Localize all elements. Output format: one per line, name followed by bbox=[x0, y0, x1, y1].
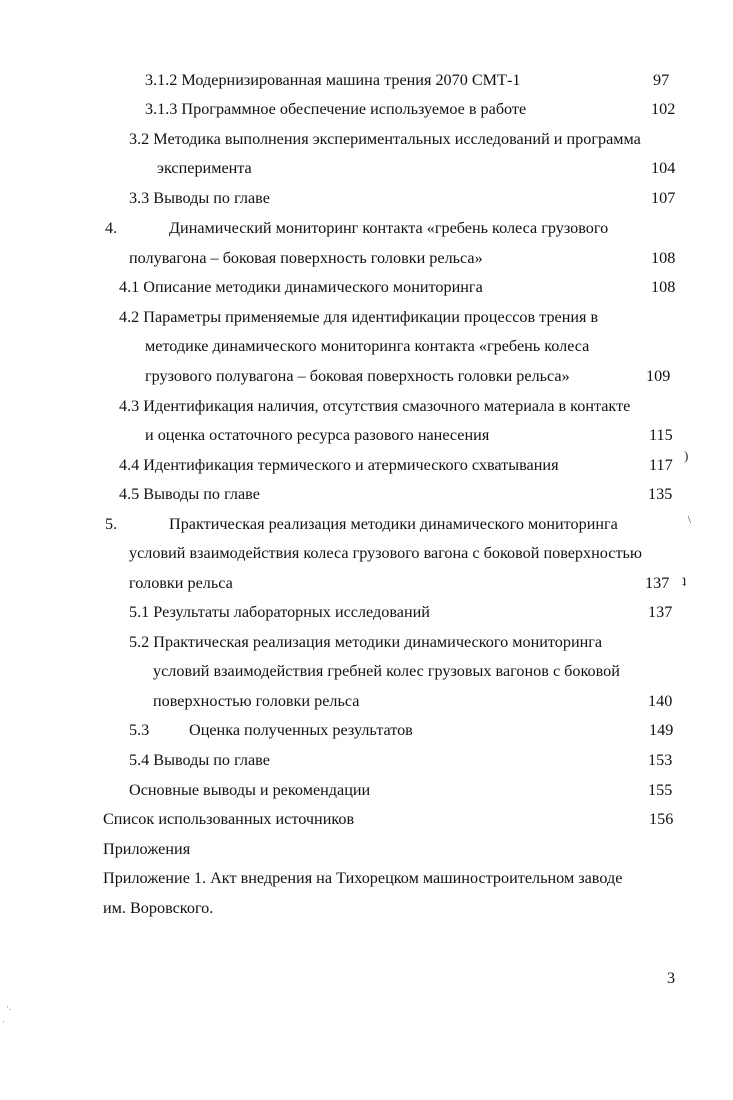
toc-entry-appendix-1-cont: им. Воровского. bbox=[103, 899, 214, 917]
toc-entry-5-2: 5.2 Практическая реализация методики динамического мониторинга bbox=[129, 633, 603, 651]
page-number: 3 bbox=[667, 969, 676, 987]
toc-page-number: 117 bbox=[649, 456, 673, 474]
toc-entry-5-2-cont: условий взаимодействия гребней колес грузовых вагонов с боковой bbox=[153, 662, 620, 680]
toc-entry-4-2-cont: методике динамического мониторинга контакта «гребень колеса bbox=[145, 337, 590, 355]
toc-entry-5-number: 5. bbox=[105, 515, 118, 533]
toc-entry-appendices: Приложения bbox=[103, 840, 191, 858]
toc-entry-4-title: Динамический мониторинг контакта «гребень колеса грузового bbox=[169, 219, 609, 237]
scan-mark: ʇ bbox=[682, 574, 687, 590]
toc-entry-5-title-cont: головки рельса bbox=[129, 574, 233, 592]
toc-page-number: 137 bbox=[645, 574, 670, 592]
toc-page-number: 153 bbox=[648, 751, 673, 769]
toc-entry-4-1: 4.1 Описание методики динамического мониторинга bbox=[119, 278, 483, 296]
toc-entry-5-3-title: Оценка полученных результатов bbox=[189, 721, 413, 739]
toc-entry-4-3: 4.3 Идентификация наличия, отсутствия смазочного материала в контакте bbox=[119, 397, 631, 415]
toc-page-number: 109 bbox=[646, 367, 671, 385]
toc-entry-conclusions: Основные выводы и рекомендации bbox=[129, 781, 371, 799]
toc-entry-3-1-3: 3.1.3 Программное обеспечение используемое в работе bbox=[145, 100, 527, 118]
toc-entry-4-5: 4.5 Выводы по главе bbox=[119, 485, 260, 503]
toc-entry-5-1: 5.1 Результаты лабораторных исследований bbox=[129, 603, 430, 621]
scan-mark: ) bbox=[684, 448, 689, 463]
toc-page-number: 137 bbox=[648, 603, 673, 621]
toc-entry-4-3-cont: и оценка остаточного ресурса разового нанесения bbox=[145, 426, 490, 444]
toc-entry-5-2-cont: поверхностью головки рельса bbox=[153, 692, 360, 710]
toc-entry-4-number: 4. bbox=[105, 219, 118, 237]
toc-entry-4-4: 4.4 Идентификация термического и атермического схватывания bbox=[119, 456, 559, 474]
toc-page-number: 104 bbox=[651, 159, 676, 177]
toc-entry-3-2: 3.2 Методика выполнения экспериментальных исследований и программа bbox=[129, 130, 641, 148]
toc-entry-3-1-2: 3.1.2 Модернизированная машина трения 2070 СМТ-1 bbox=[145, 71, 521, 89]
toc-entry-appendix-1: Приложение 1. Акт внедрения на Тихорецком машиностроительном заводе bbox=[103, 869, 623, 887]
toc-page-number: 149 bbox=[649, 721, 674, 739]
toc-page-number: 140 bbox=[648, 692, 673, 710]
toc-entry-3-3: 3.3 Выводы по главе bbox=[129, 189, 270, 207]
toc-page-number: 108 bbox=[651, 249, 676, 267]
scan-speck: ·. bbox=[6, 1002, 12, 1012]
toc-entry-4-2-cont: грузового полувагона – боковая поверхность головки рельса» bbox=[145, 367, 570, 385]
scan-speck: · bbox=[2, 1017, 5, 1027]
toc-page-number: 135 bbox=[648, 485, 673, 503]
toc-entry-5-title: Практическая реализация методики динамического мониторинга bbox=[169, 515, 618, 533]
toc-entry-4-2: 4.2 Параметры применяемые для идентификации процессов трения в bbox=[119, 308, 599, 326]
toc-page-number: 108 bbox=[651, 278, 676, 296]
toc-page-number: 107 bbox=[651, 189, 676, 207]
toc-entry-5-4: 5.4 Выводы по главе bbox=[129, 751, 270, 769]
toc-entry-references: Список использованных источников bbox=[103, 810, 355, 828]
toc-page-number: 102 bbox=[651, 100, 676, 118]
toc-entry-5-3-number: 5.3 bbox=[129, 721, 150, 739]
scan-mark: \ bbox=[688, 515, 691, 526]
toc-entry-5-title-cont: условий взаимодействия колеса грузового вагона с боковой поверхностью bbox=[129, 544, 643, 562]
toc-page-number: 115 bbox=[649, 426, 673, 444]
toc-entry-4-title-cont: полувагона – боковая поверхность головки рельса» bbox=[129, 249, 483, 267]
toc-entry-3-2-cont: эксперимента bbox=[157, 159, 252, 177]
toc-page-number: 97 bbox=[653, 71, 670, 89]
toc-page-number: 155 bbox=[648, 781, 673, 799]
toc-page-number: 156 bbox=[649, 810, 674, 828]
